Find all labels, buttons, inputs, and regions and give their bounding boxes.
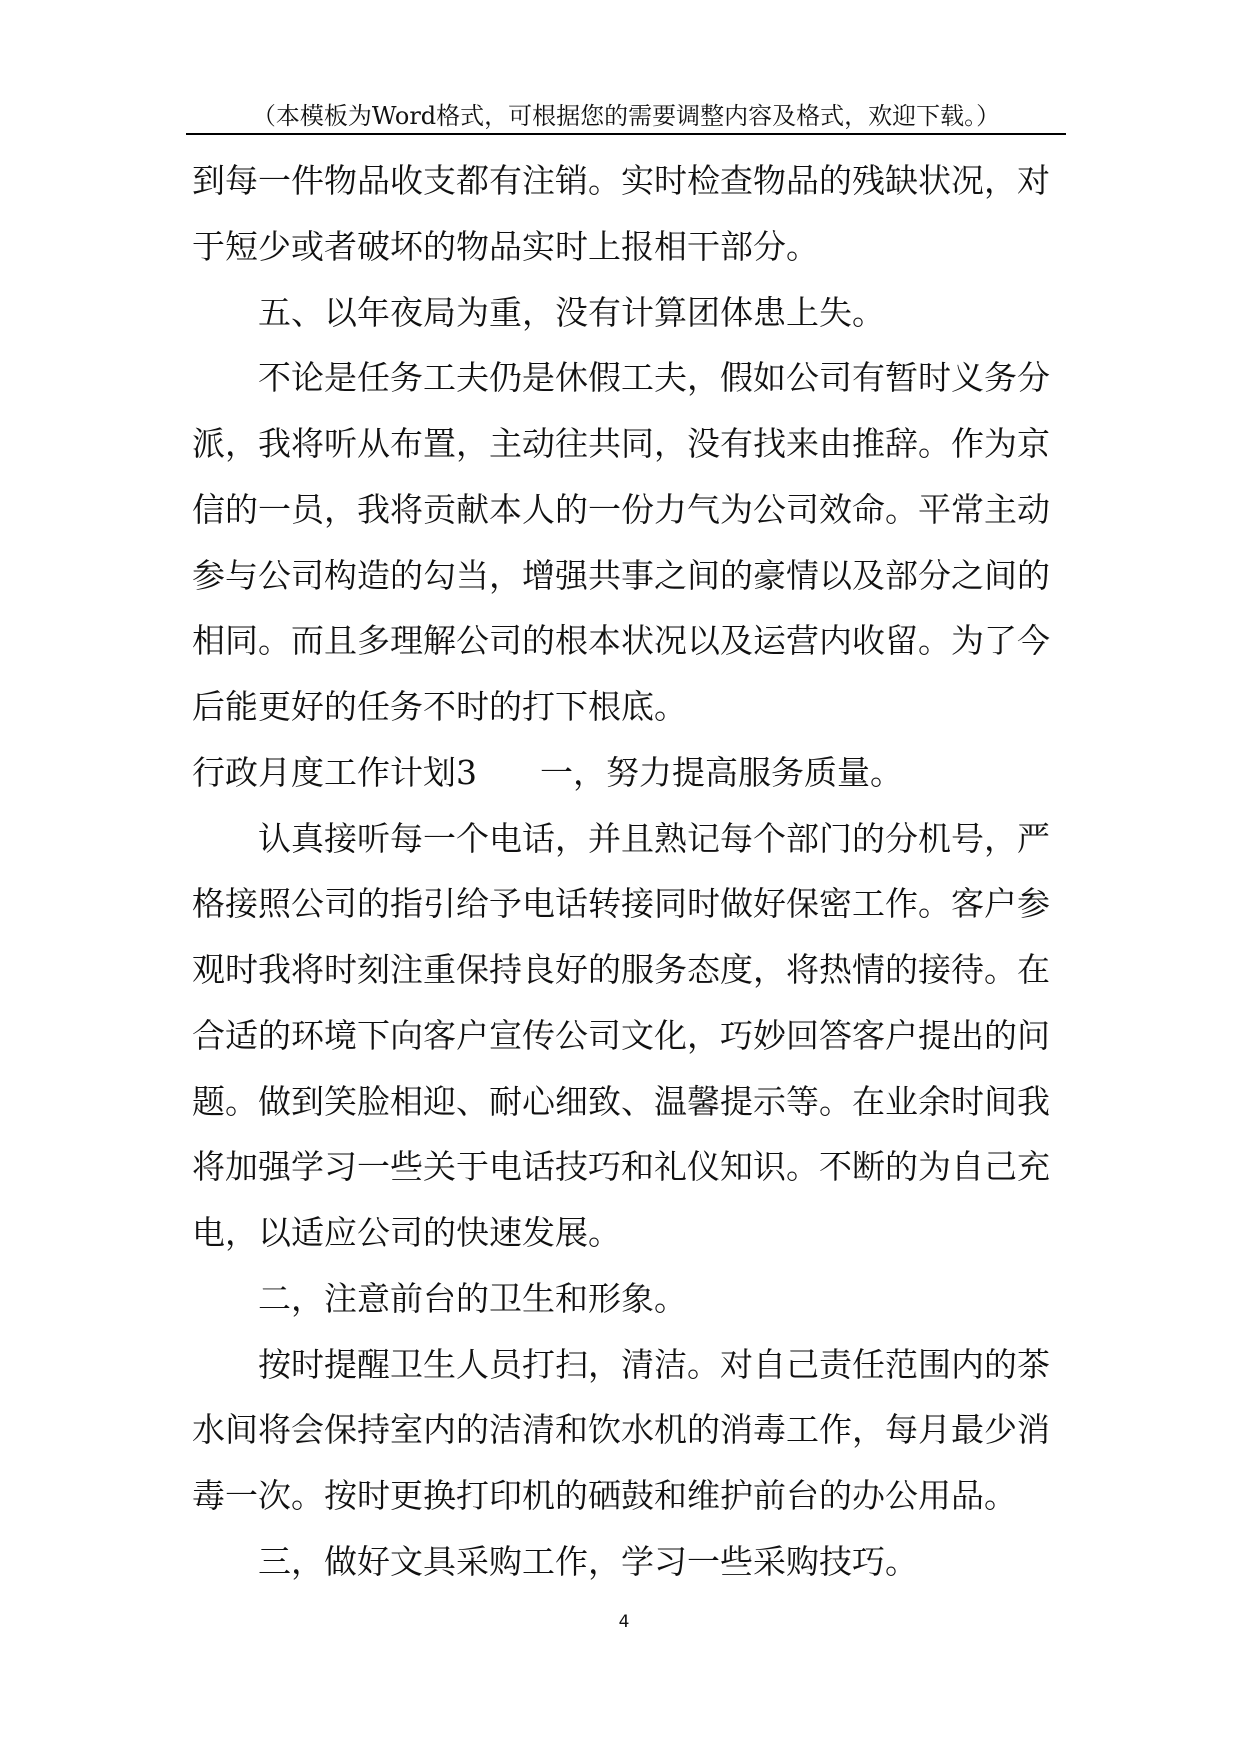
template-notice-header: （本模板为Word格式，可根据您的需要调整内容及格式，欢迎下载。） [251, 102, 1001, 130]
body-line: 五、以年夜局为重，没有计算团体患上失。 [258, 292, 885, 332]
body-line: 三，做好文具采购工作，学习一些采购技巧。 [258, 1541, 918, 1581]
page-number: 4 [618, 1612, 630, 1632]
body-line: 信的一员，我将贡献本人的一份力气为公司效命。平常主动 [192, 489, 1050, 529]
section-heading-line [192, 740, 1066, 806]
body-line: 电，以适应公司的快速发展。 [192, 1213, 621, 1252]
body-line: 水间将会保持室内的洁清和饮水机的消毒工作，每月最少消 [192, 1410, 1050, 1450]
body-line: 不论是任务工夫仍是休假工夫，假如公司有暂时义务分 [258, 358, 1050, 398]
body-line: 毒一次。按时更换打印机的硒鼓和维护前台的办公用品。 [192, 1476, 1017, 1515]
body-line: 合适的环境下向客户宣传公司文化，巧妙回答客户提出的问 [192, 1015, 1050, 1055]
body-line: 认真接听每一个电话，并且熟记每个部门的分机号，严 [258, 818, 1050, 858]
body-line: 题。做到笑脸相迎、耐心细致、温馨提示等。在业余时间我 [192, 1081, 1050, 1121]
body-line: 到每一件物品收支都有注销。实时检查物品的残缺状况，对 [192, 161, 1050, 200]
section-first-item: 一，努力提高服务质量。 [540, 752, 903, 792]
body-line: 观时我将时刻注重保持良好的服务态度，将热情的接待。在 [192, 950, 1050, 989]
body-line: 格接照公司的指引给予电话转接同时做好保密工作。客户参 [192, 884, 1050, 924]
body-line: 于短少或者破坏的物品实时上报相干部分。 [192, 226, 819, 266]
body-line: 按时提醒卫生人员打扫，清洁。对自己责任范围内的茶 [258, 1344, 1050, 1384]
body-line: 将加强学习一些关于电话技巧和礼仪知识。不断的为自己充 [192, 1147, 1050, 1187]
header-rule [186, 133, 1066, 135]
body-line: 后能更好的任务不时的打下根底。 [192, 687, 687, 726]
section-title: 行政月度工作计划3 [192, 752, 477, 792]
body-line: 相同。而且多理解公司的根本状况以及运营内收留。为了今 [192, 621, 1050, 661]
body-line: 派，我将听从布置，主动往共同，没有找来由推辞。作为京 [192, 424, 1050, 463]
document-body [192, 148, 1066, 1595]
body-line: 二，注意前台的卫生和形象。 [258, 1278, 687, 1318]
body-line: 参与公司构造的勾当，增强共事之间的豪情以及部分之间的 [192, 555, 1050, 595]
